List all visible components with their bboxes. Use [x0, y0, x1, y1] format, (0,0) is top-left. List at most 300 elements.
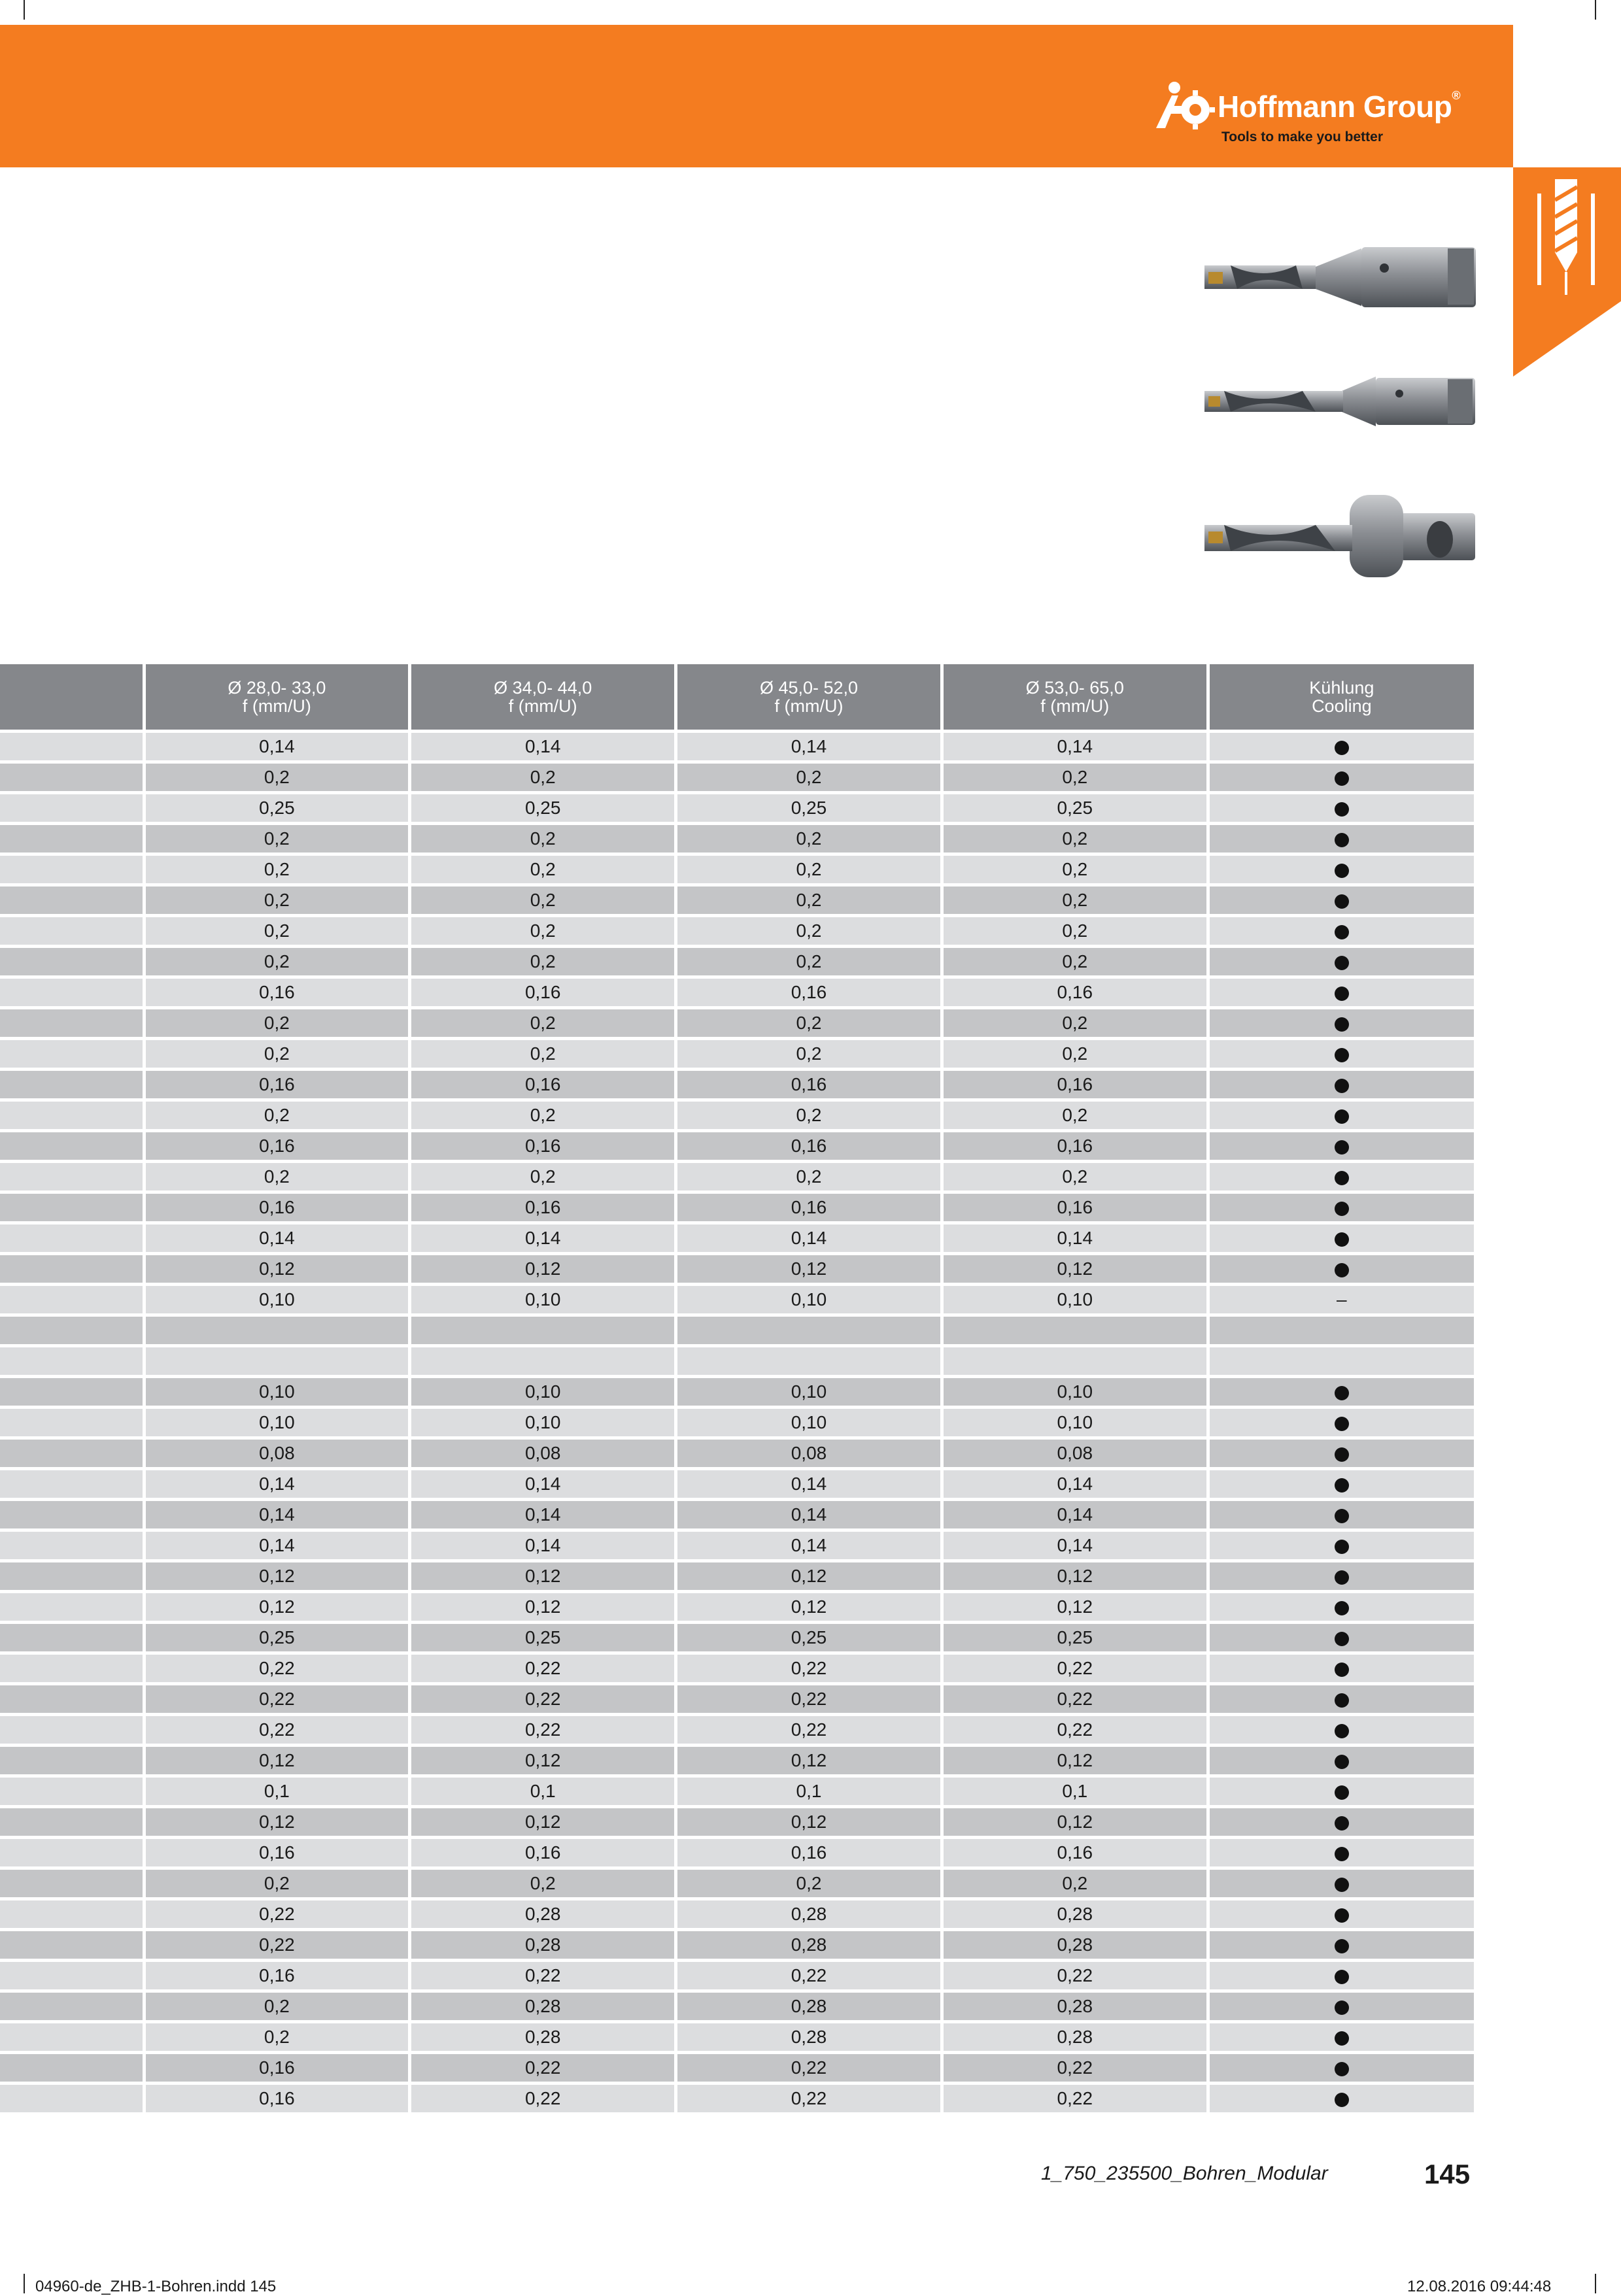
row-label-cell [0, 762, 144, 793]
cooling-cell [1208, 1838, 1474, 1868]
cooling-cell [1208, 1715, 1474, 1746]
header-dia-34-44: Ø 34,0- 44,0 f (mm/U) [410, 664, 676, 732]
crop-mark-top-left [24, 0, 25, 20]
feed-value-cell: 0,2 [942, 1162, 1208, 1192]
row-label-cell [0, 824, 144, 854]
cooling-cell [1208, 854, 1474, 885]
cooling-dot-icon [1335, 956, 1349, 970]
feed-value-cell: 0,25 [942, 793, 1208, 824]
row-label-cell [0, 1285, 144, 1315]
cooling-cell [1208, 1223, 1474, 1254]
feed-value-cell: 0,12 [410, 1561, 676, 1592]
feed-value-cell: 0,1 [942, 1776, 1208, 1807]
feed-value-cell: 0,10 [676, 1285, 942, 1315]
row-label-cell [0, 916, 144, 947]
feed-value-cell: 0,12 [676, 1561, 942, 1592]
feed-value-cell: 0,2 [144, 1991, 410, 2022]
feed-value-cell: 0,2 [942, 1100, 1208, 1131]
table-row [0, 1776, 1474, 1807]
feed-value-cell: 0,22 [410, 1684, 676, 1715]
feed-value-cell: 0,16 [144, 1192, 410, 1223]
feed-value-cell: 0,14 [942, 1530, 1208, 1561]
feed-value-cell [410, 1346, 676, 1377]
cooling-dot-icon [1335, 1263, 1349, 1277]
row-label-cell [0, 1100, 144, 1131]
feed-value-cell: 0,22 [410, 2053, 676, 2084]
table-row [0, 1838, 1474, 1868]
cooling-dot-icon [1335, 1908, 1349, 1923]
row-label-cell [0, 1254, 144, 1285]
crop-mark-top-right [1595, 0, 1596, 20]
brand-logo [1152, 75, 1492, 153]
cooling-dot-icon [1335, 2001, 1349, 2015]
drill-tool-large-icon [1204, 494, 1479, 579]
feed-value-cell: 0,14 [676, 732, 942, 762]
cooling-dot-icon [1335, 1232, 1349, 1247]
feed-value-cell: 0,16 [942, 1192, 1208, 1223]
cooling-dot-icon [1335, 1816, 1349, 1831]
feed-value-cell: 0,2 [144, 1100, 410, 1131]
cooling-cell [1208, 1039, 1474, 1070]
feed-value-cell: 0,2 [410, 947, 676, 977]
cooling-dot-icon [1335, 1693, 1349, 1708]
feed-value-cell: 0,28 [676, 2022, 942, 2053]
feed-value-cell [942, 1346, 1208, 1377]
cooling-cell [1208, 1070, 1474, 1100]
row-label-cell [0, 1377, 144, 1408]
row-label-cell [0, 1930, 144, 1961]
feed-value-cell: 0,12 [410, 1254, 676, 1285]
cooling-value: – [1337, 1289, 1347, 1309]
feed-value-cell [144, 1346, 410, 1377]
feed-value-cell: 0,12 [942, 1561, 1208, 1592]
feed-value-cell: 0,2 [144, 916, 410, 947]
feed-value-cell: 0,2 [144, 1868, 410, 1899]
row-label-cell [0, 1346, 144, 1377]
table-row [0, 1991, 1474, 2022]
table-row [0, 947, 1474, 977]
cooling-dot-icon [1335, 1724, 1349, 1738]
feed-value-cell: 0,12 [942, 1746, 1208, 1776]
feed-value-cell: 0,16 [676, 1838, 942, 1868]
row-label-cell [0, 1438, 144, 1469]
feed-value-cell: 0,10 [144, 1285, 410, 1315]
feed-value-cell: 0,2 [144, 947, 410, 977]
feed-value-cell: 0,12 [676, 1254, 942, 1285]
row-label-cell [0, 2022, 144, 2053]
cooling-cell [1208, 1961, 1474, 1991]
cooling-cell [1208, 1008, 1474, 1039]
header-dia-53-65: Ø 53,0- 65,0 f (mm/U) [942, 664, 1208, 732]
row-label-cell [0, 1469, 144, 1500]
table-row [0, 1930, 1474, 1961]
feed-value-cell: 0,10 [144, 1408, 410, 1438]
cooling-cell [1208, 1623, 1474, 1653]
cooling-dot-icon [1335, 2031, 1349, 2046]
table-row [0, 1438, 1474, 1469]
feed-value-cell: 0,22 [676, 1684, 942, 1715]
row-label-cell [0, 977, 144, 1008]
feed-value-cell: 0,12 [410, 1807, 676, 1838]
table-row [0, 1592, 1474, 1623]
feed-value-cell: 0,14 [144, 1500, 410, 1530]
feed-value-cell: 0,16 [410, 1131, 676, 1162]
row-label-cell [0, 1776, 144, 1807]
feed-value-cell: 0,16 [144, 1070, 410, 1100]
feed-value-cell: 0,12 [410, 1746, 676, 1776]
feed-value-cell: 0,2 [676, 1039, 942, 1070]
table-row [0, 793, 1474, 824]
cooling-dot-icon [1335, 833, 1349, 847]
row-label-cell [0, 1530, 144, 1561]
feed-value-cell: 0,10 [942, 1408, 1208, 1438]
cooling-dot-icon [1335, 1017, 1349, 1032]
feed-value-cell: 0,22 [410, 1961, 676, 1991]
feed-value-cell: 0,12 [942, 1592, 1208, 1623]
cooling-cell [1208, 1408, 1474, 1438]
feed-value-cell [410, 1315, 676, 1346]
feed-value-cell: 0,22 [942, 1715, 1208, 1746]
cooling-dot-icon [1335, 2062, 1349, 2076]
feed-value-cell: 0,16 [144, 977, 410, 1008]
cooling-dot-icon [1335, 1970, 1349, 1984]
cooling-cell [1208, 1776, 1474, 1807]
cooling-cell [1208, 2022, 1474, 2053]
row-label-cell [0, 1162, 144, 1192]
feed-value-cell: 0,2 [410, 854, 676, 885]
table-row [0, 1961, 1474, 1991]
cooling-dot-icon [1335, 1048, 1349, 1062]
table-row [0, 1899, 1474, 1930]
feed-value-cell: 0,22 [144, 1653, 410, 1684]
feed-value-cell: 0,16 [676, 1070, 942, 1100]
feed-value-cell: 0,12 [942, 1807, 1208, 1838]
cooling-dot-icon [1335, 1540, 1349, 1554]
feed-value-cell: 0,2 [410, 762, 676, 793]
cooling-cell [1208, 1469, 1474, 1500]
feed-value-cell: 0,16 [144, 1961, 410, 1991]
feed-value-cell: 0,28 [942, 1930, 1208, 1961]
row-label-cell [0, 1899, 144, 1930]
feed-value-cell: 0,2 [676, 1868, 942, 1899]
table-row [0, 1315, 1474, 1346]
table-row [0, 1346, 1474, 1377]
table-row [0, 1192, 1474, 1223]
table-row [0, 916, 1474, 947]
feed-value-cell: 0,25 [942, 1623, 1208, 1653]
feed-value-cell: 0,16 [144, 1131, 410, 1162]
feed-value-cell: 0,10 [942, 1285, 1208, 1315]
feed-value-cell: 0,2 [942, 1039, 1208, 1070]
cooling-dot-icon [1335, 1478, 1349, 1493]
cooling-cell [1208, 1438, 1474, 1469]
table-row [0, 762, 1474, 793]
footer-file-reference: 1_750_235500_Bohren_Modular [1041, 2163, 1328, 2184]
feed-value-cell: 0,16 [144, 2053, 410, 2084]
cooling-cell [1208, 1530, 1474, 1561]
header-blank [0, 664, 144, 732]
cooling-cell [1208, 1746, 1474, 1776]
row-label-cell [0, 1408, 144, 1438]
row-label-cell [0, 1070, 144, 1100]
feed-value-cell: 0,2 [676, 885, 942, 916]
feed-value-cell: 0,2 [144, 762, 410, 793]
hoffmann-logo-icon [1152, 80, 1215, 132]
feed-value-cell: 0,16 [676, 1192, 942, 1223]
cooling-cell [1208, 1868, 1474, 1899]
cooling-cell [1208, 732, 1474, 762]
row-label-cell [0, 1131, 144, 1162]
cooling-dot-icon [1335, 1601, 1349, 1615]
feed-value-cell [942, 1315, 1208, 1346]
row-label-cell [0, 1684, 144, 1715]
feed-value-cell: 0,16 [942, 1838, 1208, 1868]
cooling-cell [1208, 947, 1474, 977]
cooling-dot-icon [1335, 987, 1349, 1001]
feed-value-cell: 0,2 [144, 824, 410, 854]
row-label-cell [0, 1991, 144, 2022]
feed-value-cell: 0,22 [942, 2053, 1208, 2084]
header-dia-28-33: Ø 28,0- 33,0 f (mm/U) [144, 664, 410, 732]
feed-value-cell: 0,10 [410, 1408, 676, 1438]
feed-value-cell: 0,2 [676, 824, 942, 854]
feed-value-cell: 0,22 [942, 1653, 1208, 1684]
cooling-dot-icon [1335, 1755, 1349, 1769]
feed-value-cell: 0,14 [676, 1500, 942, 1530]
row-label-cell [0, 2053, 144, 2084]
feed-value-cell: 0,14 [410, 1469, 676, 1500]
feed-value-cell: 0,22 [144, 1715, 410, 1746]
row-label-cell [0, 1592, 144, 1623]
feed-value-cell: 0,22 [676, 1961, 942, 1991]
feed-value-cell: 0,2 [676, 1162, 942, 1192]
cooling-dot-icon [1335, 1509, 1349, 1523]
feed-rate-table [0, 664, 1474, 2112]
cooling-cell [1208, 1315, 1474, 1346]
header-cooling: Kühlung Cooling [1208, 664, 1474, 732]
feed-value-cell [144, 1315, 410, 1346]
cooling-cell [1208, 977, 1474, 1008]
cooling-dot-icon [1335, 1663, 1349, 1677]
cooling-cell [1208, 1346, 1474, 1377]
table-row [0, 885, 1474, 916]
table-row [0, 1070, 1474, 1100]
row-label-cell [0, 1192, 144, 1223]
page-number: 145 [1424, 2159, 1471, 2189]
feed-value-cell: 0,1 [676, 1776, 942, 1807]
cooling-cell [1208, 1807, 1474, 1838]
table-row [0, 1653, 1474, 1684]
feed-value-cell: 0,2 [676, 1008, 942, 1039]
feed-value-cell: 0,28 [410, 2022, 676, 2053]
cooling-dot-icon [1335, 1079, 1349, 1093]
feed-value-cell: 0,16 [942, 1131, 1208, 1162]
feed-value-cell: 0,28 [942, 1899, 1208, 1930]
feed-value-cell: 0,2 [144, 854, 410, 885]
feed-value-cell: 0,14 [942, 1500, 1208, 1530]
feed-value-cell: 0,28 [410, 1991, 676, 2022]
feed-value-cell: 0,28 [410, 1930, 676, 1961]
table-row [0, 854, 1474, 885]
crop-mark-bottom-left [24, 2274, 25, 2293]
print-slug-timestamp: 12.08.2016 09:44:48 [1407, 2278, 1552, 2295]
table-row [0, 2022, 1474, 2053]
feed-value-cell: 0,16 [410, 1070, 676, 1100]
feed-value-cell: 0,2 [144, 2022, 410, 2053]
feed-value-cell: 0,08 [676, 1438, 942, 1469]
feed-value-cell: 0,1 [144, 1776, 410, 1807]
row-label-cell [0, 793, 144, 824]
feed-value-cell: 0,16 [942, 1070, 1208, 1100]
row-label-cell [0, 947, 144, 977]
feed-value-cell: 0,16 [942, 977, 1208, 1008]
feed-value-cell: 0,22 [676, 1653, 942, 1684]
table-row [0, 1469, 1474, 1500]
feed-value-cell: 0,28 [676, 1991, 942, 2022]
header-dia-45-52: Ø 45,0- 52,0 f (mm/U) [676, 664, 942, 732]
feed-value-cell: 0,22 [676, 2084, 942, 2113]
cooling-dot-icon [1335, 925, 1349, 939]
feed-value-cell: 0,14 [144, 1530, 410, 1561]
cooling-cell [1208, 1254, 1474, 1285]
cooling-cell [1208, 1192, 1474, 1223]
feed-value-cell: 0,14 [144, 1469, 410, 1500]
cooling-dot-icon [1335, 1447, 1349, 1462]
feed-value-cell: 0,12 [144, 1592, 410, 1623]
cooling-cell [1208, 1930, 1474, 1961]
feed-value-cell: 0,2 [942, 1008, 1208, 1039]
row-label-cell [0, 1961, 144, 1991]
feed-value-cell: 0,12 [942, 1254, 1208, 1285]
feed-value-cell: 0,12 [410, 1592, 676, 1623]
feed-value-cell: 0,14 [942, 732, 1208, 762]
cooling-dot-icon [1335, 1570, 1349, 1585]
cooling-dot-icon [1335, 771, 1349, 786]
feed-value-cell: 0,1 [410, 1776, 676, 1807]
feed-value-cell: 0,28 [676, 1899, 942, 1930]
table-row [0, 1162, 1474, 1192]
row-label-cell [0, 1838, 144, 1868]
feed-value-cell: 0,28 [410, 1899, 676, 1930]
table-row [0, 1684, 1474, 1715]
cooling-dot-icon [1335, 1785, 1349, 1800]
feed-value-cell: 0,2 [942, 916, 1208, 947]
feed-value-cell: 0,2 [676, 1100, 942, 1131]
table-row [0, 1500, 1474, 1530]
row-label-cell [0, 1223, 144, 1254]
feed-value-cell: 0,2 [410, 1008, 676, 1039]
feed-value-cell: 0,16 [144, 1838, 410, 1868]
feed-value-cell: 0,2 [942, 854, 1208, 885]
table-row [0, 1715, 1474, 1746]
feed-value-cell: 0,2 [410, 885, 676, 916]
feed-value-cell: 0,22 [144, 1899, 410, 1930]
cooling-dot-icon [1335, 1171, 1349, 1185]
table-row [0, 1561, 1474, 1592]
feed-value-cell: 0,22 [942, 1961, 1208, 1991]
table-row [0, 1254, 1474, 1285]
cooling-dot-icon [1335, 1939, 1349, 1953]
feed-value-cell: 0,2 [410, 824, 676, 854]
cooling-cell [1208, 1377, 1474, 1408]
cooling-dot-icon [1335, 894, 1349, 909]
feed-value-cell: 0,14 [410, 1500, 676, 1530]
feed-value-cell: 0,2 [676, 947, 942, 977]
feed-value-cell: 0,2 [942, 947, 1208, 977]
feed-value-cell: 0,2 [942, 1868, 1208, 1899]
feed-value-cell: 0,14 [942, 1223, 1208, 1254]
row-label-cell [0, 854, 144, 885]
row-label-cell [0, 1653, 144, 1684]
feed-value-cell: 0,2 [144, 1039, 410, 1070]
cooling-cell [1208, 885, 1474, 916]
cooling-dot-icon [1335, 1140, 1349, 1155]
row-label-cell [0, 1561, 144, 1592]
crop-mark-bottom-right [1595, 2274, 1596, 2293]
feed-value-cell: 0,14 [676, 1530, 942, 1561]
feed-value-cell: 0,10 [676, 1408, 942, 1438]
feed-value-cell: 0,22 [410, 1715, 676, 1746]
feed-value-cell: 0,14 [676, 1223, 942, 1254]
cooling-cell [1208, 793, 1474, 824]
feed-value-cell: 0,2 [676, 762, 942, 793]
feed-value-cell: 0,2 [676, 916, 942, 947]
feed-value-cell: 0,14 [144, 1223, 410, 1254]
brand-name: Hoffmann Group® [1218, 89, 1461, 124]
table-row [0, 1530, 1474, 1561]
table-row [0, 2084, 1474, 2113]
table-row [0, 824, 1474, 854]
cooling-dot-icon [1335, 802, 1349, 817]
feed-value-cell: 0,22 [942, 2084, 1208, 2113]
feed-value-cell: 0,14 [410, 1223, 676, 1254]
table-header-row [0, 664, 1474, 732]
row-label-cell [0, 1315, 144, 1346]
table-row [0, 2053, 1474, 2084]
row-label-cell [0, 2084, 144, 2113]
feed-value-cell: 0,2 [144, 1162, 410, 1192]
feed-value-cell: 0,2 [942, 824, 1208, 854]
cooling-cell [1208, 1100, 1474, 1131]
feed-value-cell: 0,08 [144, 1438, 410, 1469]
feed-value-cell: 0,2 [410, 1162, 676, 1192]
table-row [0, 1408, 1474, 1438]
cooling-dot-icon [1335, 1109, 1349, 1124]
table-row [0, 1377, 1474, 1408]
table-row [0, 1285, 1474, 1315]
feed-value-cell: 0,08 [410, 1438, 676, 1469]
cooling-cell [1208, 1684, 1474, 1715]
cooling-cell [1208, 1592, 1474, 1623]
cooling-dot-icon [1335, 1417, 1349, 1431]
feed-value-cell: 0,12 [144, 1561, 410, 1592]
cooling-cell [1208, 2053, 1474, 2084]
cooling-cell [1208, 1162, 1474, 1192]
cooling-dot-icon [1335, 864, 1349, 878]
feed-value-cell: 0,14 [942, 1469, 1208, 1500]
feed-value-cell: 0,14 [676, 1469, 942, 1500]
feed-value-cell: 0,25 [410, 1623, 676, 1653]
feed-value-cell: 0,25 [144, 1623, 410, 1653]
table-row [0, 1223, 1474, 1254]
feed-value-cell: 0,10 [410, 1377, 676, 1408]
feed-value-cell: 0,25 [410, 793, 676, 824]
cooling-dot-icon [1335, 741, 1349, 755]
row-label-cell [0, 1807, 144, 1838]
feed-value-cell: 0,16 [676, 977, 942, 1008]
table-row [0, 1623, 1474, 1653]
feed-value-cell: 0,22 [144, 1684, 410, 1715]
